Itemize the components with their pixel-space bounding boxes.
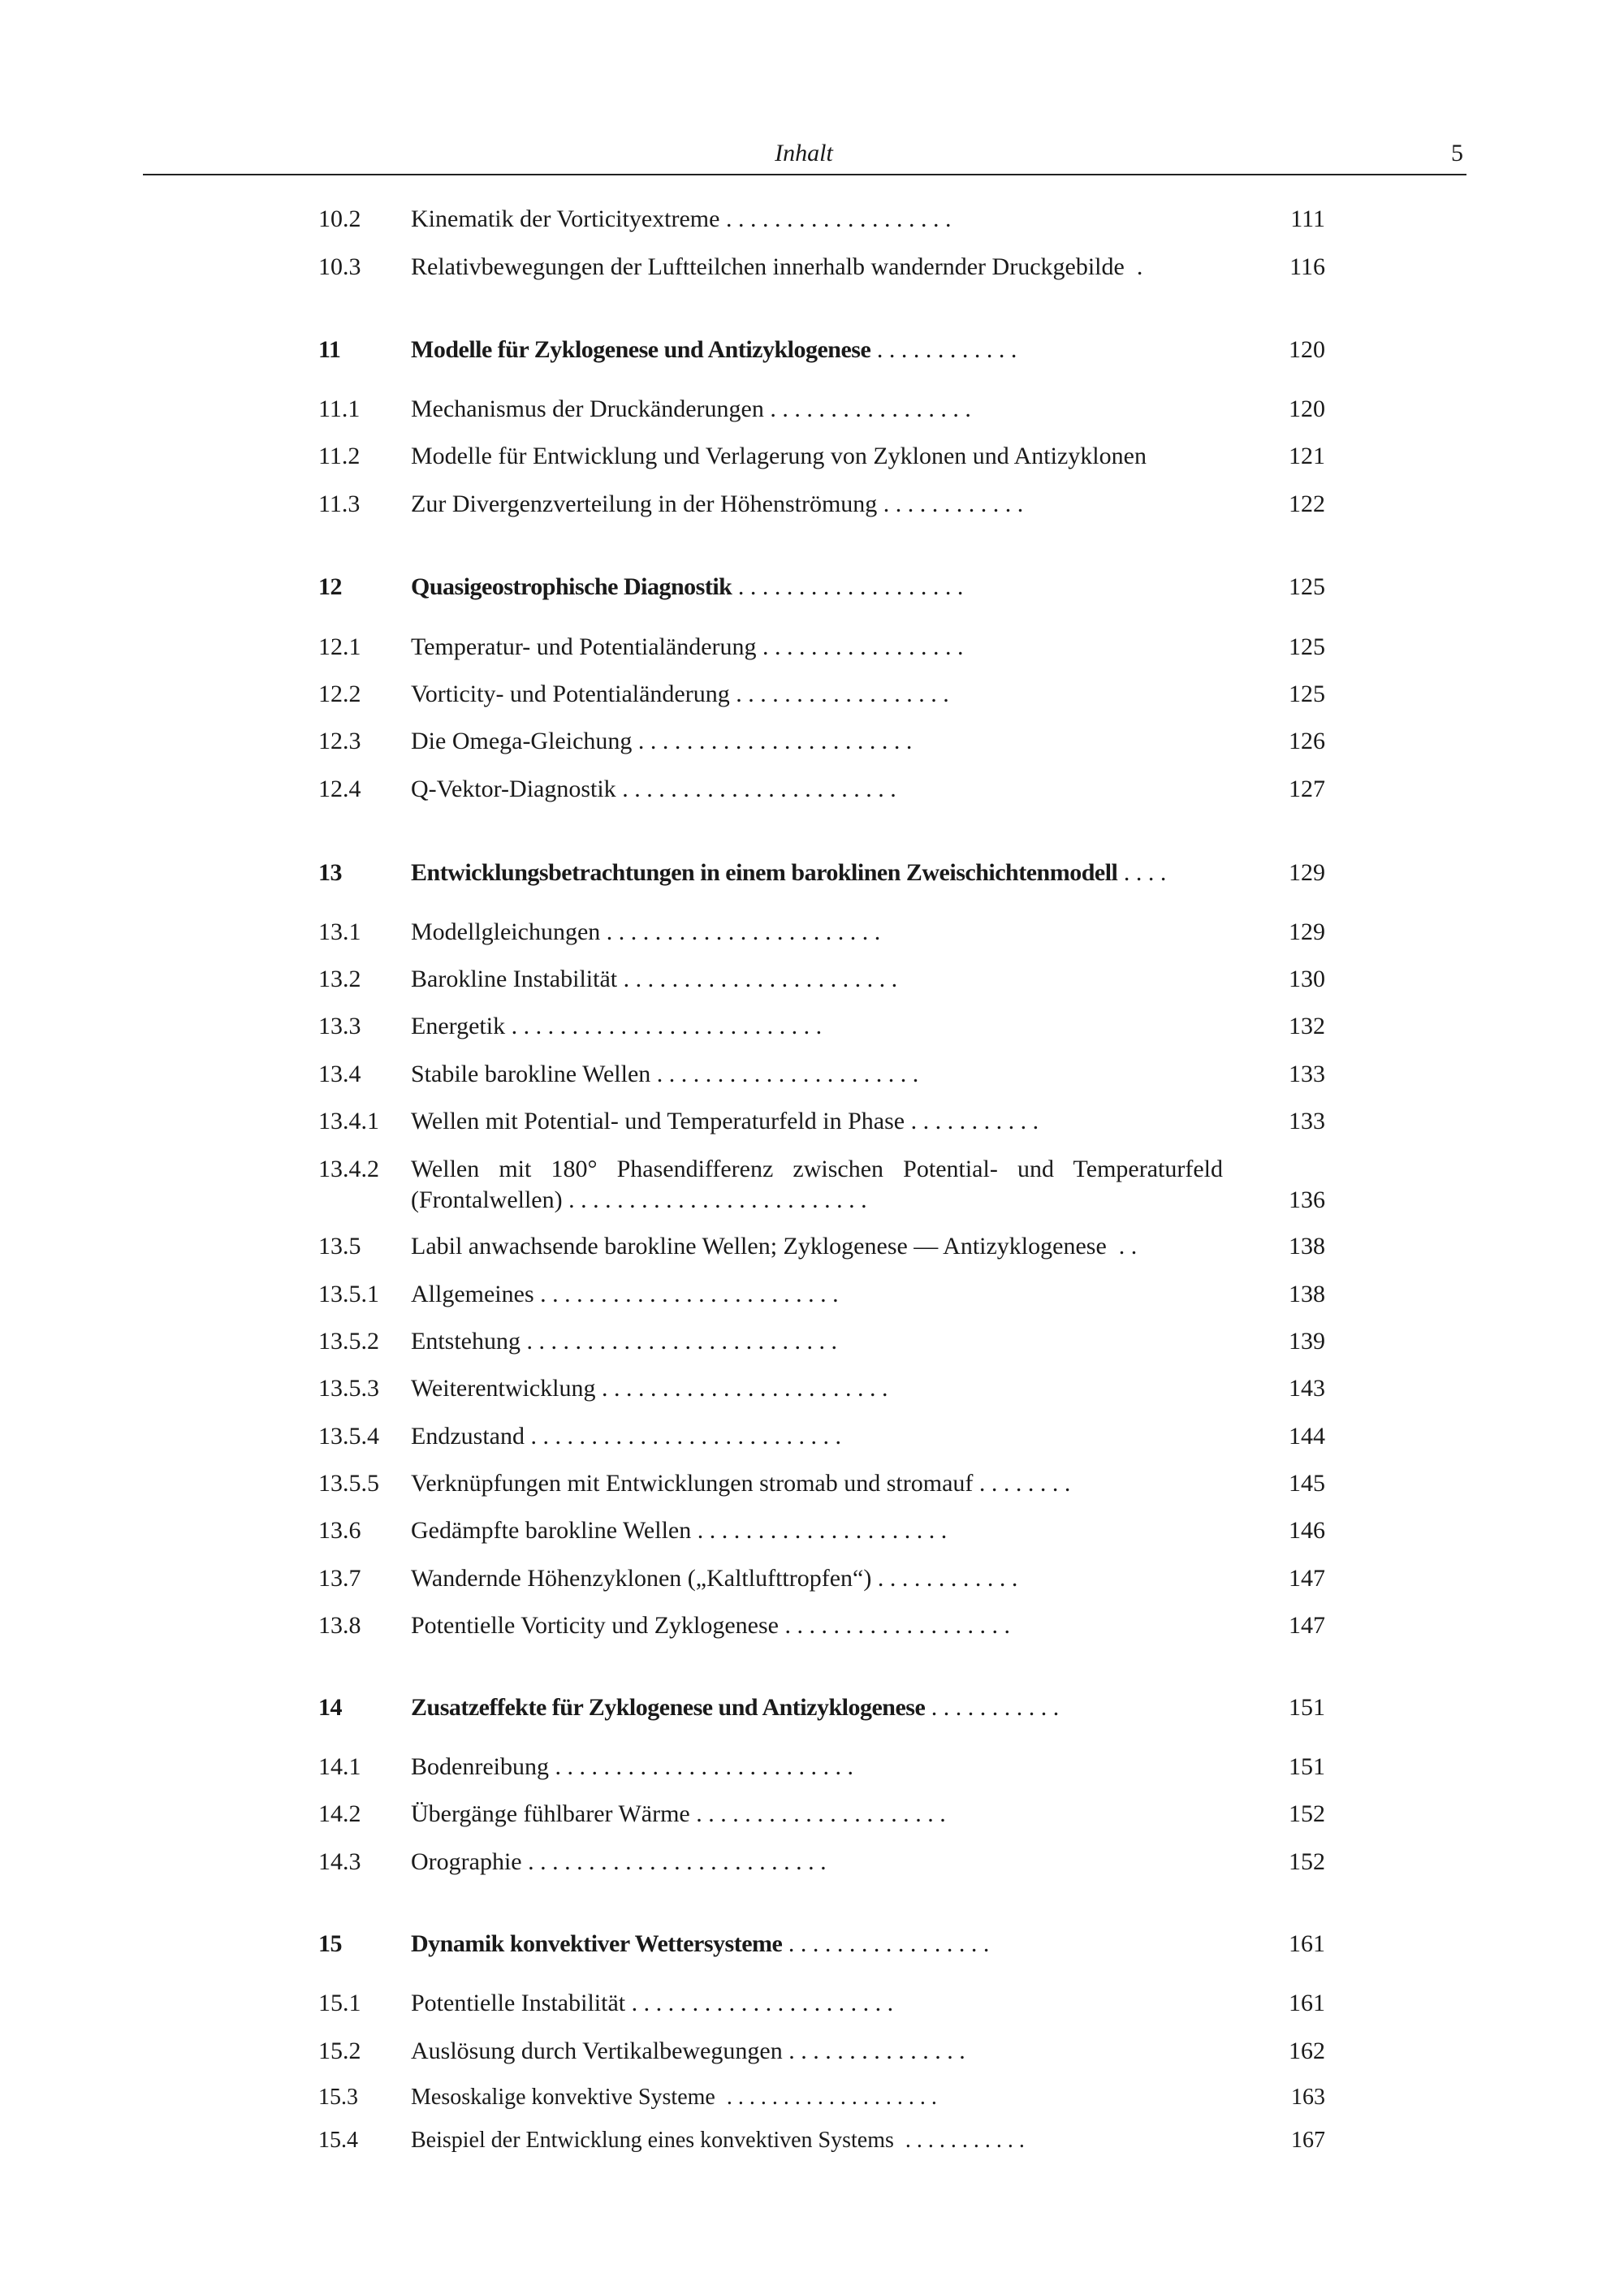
page-ref: 147 <box>1289 1565 1325 1592</box>
page-header <box>143 136 1465 175</box>
dot-leader: . . . . . . . . . . . . . . . . . . . . . . . <box>632 728 913 754</box>
section-title: Beispiel der Entwicklung eines konvektiven Systems <box>411 2128 894 2153</box>
toc-entry <box>318 1279 1325 1310</box>
toc-entry <box>318 917 1325 948</box>
section-title: Vorticity- und Potentialänderung <box>411 681 730 707</box>
page-ref: 122 <box>1289 490 1325 517</box>
page-ref: 138 <box>1289 1233 1325 1260</box>
toc-entry <box>318 204 1325 235</box>
toc-entry <box>318 964 1325 995</box>
section-number: 11.3 <box>318 490 361 517</box>
section-title: Potentielle Instabilität <box>411 1990 626 2016</box>
section-number: 15.3 <box>318 2085 358 2110</box>
section-title: Übergänge fühlbarer Wärme <box>411 1800 690 1827</box>
toc-entry <box>318 774 1325 805</box>
page-ref: 132 <box>1289 1013 1325 1039</box>
page-ref: 139 <box>1289 1328 1325 1355</box>
toc-entry <box>318 1421 1325 1452</box>
dot-leader: . . . . . . . . . . . . . . . . . . . . . . . . <box>595 1375 888 1402</box>
toc-entry <box>318 726 1325 757</box>
toc-entry <box>318 252 1325 283</box>
section-title: Bodenreibung <box>411 1753 549 1780</box>
chapter-title: Modelle für Zyklogenese und Antizyklogenese <box>411 336 871 363</box>
section-title: Barokline Instabilität <box>411 966 618 992</box>
section-title: Modelle für Entwicklung und Verlagerung von Zyklonen und Antizyklonen <box>411 443 1147 469</box>
section-title: Mesoskalige konvektive Systeme <box>411 2085 715 2110</box>
section-title: Allgemeines <box>411 1281 534 1307</box>
dot-leader: . . . . . . . . . . . . . . . . . . . . . . <box>625 1990 894 2016</box>
section-number: 13.7 <box>318 1565 361 1592</box>
section-number: 11.1 <box>318 395 361 422</box>
section-title: Orographie <box>411 1848 522 1875</box>
page-ref: 111 <box>1290 205 1325 232</box>
dot-leader: . . . . . . . . . . . . . . . . . . . . . . . . . <box>521 1848 827 1875</box>
page-ref: 120 <box>1289 395 1325 422</box>
section-title: Relativbewegungen der Luftteilchen innerhalb wandernder Druckgebilde <box>411 253 1125 280</box>
section-number: 13.8 <box>318 1612 361 1639</box>
page-ref: 163 <box>1291 2085 1325 2110</box>
section-title: Wandernde Höhenzyklonen („Kaltlufttropfen“) <box>411 1565 872 1592</box>
toc-entry <box>318 1059 1325 1090</box>
dot-leader: . . . . . . . . . . . . . . . . . . . <box>779 1612 1010 1639</box>
page-ref: 151 <box>1289 1753 1325 1780</box>
toc-entry <box>318 1373 1325 1404</box>
toc-entry <box>318 1154 1325 1216</box>
header-rule <box>143 174 1466 175</box>
chapter-number: 14 <box>318 1694 342 1721</box>
dot-leader: . . . . . . . . . . . . . . . . . . . . . . . <box>617 966 898 992</box>
chapter-title: Quasigeostrophische Diagnostik <box>411 573 732 600</box>
section-number: 13.5.3 <box>318 1375 379 1402</box>
section-number: 15.4 <box>318 2128 358 2153</box>
page-ref: 126 <box>1289 728 1325 754</box>
dot-leader: . . . . . . . . . . . . . . . . . . . . . . . <box>615 776 896 802</box>
section-title: Auslösung durch Vertikalbewegungen <box>411 2038 783 2064</box>
dot-leader: . . . . . . . . . . . . . . . . . . . . . . . . . <box>533 1281 839 1307</box>
toc-entry <box>318 1106 1325 1137</box>
section-number: 13.5.2 <box>318 1328 379 1355</box>
section-number: 14.1 <box>318 1753 361 1780</box>
dot-leader: . . . . . . . . . . . . . . . . . <box>782 1930 990 1957</box>
toc-chapter <box>318 335 1325 365</box>
section-title: Kinematik der Vorticityextreme <box>411 205 720 232</box>
page-ref: 136 <box>1289 1186 1325 1213</box>
page-ref: 133 <box>1289 1061 1325 1087</box>
section-title-continued: (Frontalwellen) <box>411 1186 563 1213</box>
dot-leader: . . . . . . . . . . . <box>905 1108 1039 1134</box>
section-number: 12.3 <box>318 728 361 754</box>
toc-entry <box>318 1988 1325 2019</box>
dot-leader: . . . . . . . . . . . . <box>870 336 1017 363</box>
section-title: Modellgleichungen <box>411 918 601 945</box>
section-number: 12.4 <box>318 776 361 802</box>
section-number: 14.2 <box>318 1800 361 1827</box>
section-number: 13.5.1 <box>318 1281 379 1307</box>
page-number: 5 <box>1451 140 1463 166</box>
section-number: 10.3 <box>318 253 361 280</box>
section-number: 15.1 <box>318 1990 361 2016</box>
section-number: 15.2 <box>318 2038 361 2064</box>
toc-chapter <box>318 1929 1325 1960</box>
toc-entry <box>318 1515 1325 1546</box>
page-ref: 120 <box>1289 336 1325 363</box>
chapter-number: 11 <box>318 336 341 363</box>
dot-leader: . . . . . . . . . . . . <box>871 1565 1018 1592</box>
section-title: Energetik <box>411 1013 506 1039</box>
toc-entry <box>318 394 1325 425</box>
toc-entry <box>318 441 1325 472</box>
toc-chapter <box>318 572 1325 603</box>
section-title: Die Omega-Gleichung <box>411 728 633 754</box>
chapter-title: Zusatzeffekte für Zyklogenese und Antizyklogenese <box>411 1694 926 1721</box>
section-number: 10.2 <box>318 205 361 232</box>
dot-leader: . . . . . . . . . . . <box>893 2128 1025 2153</box>
dot-leader: . . . . . . . . . . . . . . . . . . . . . . . . . . <box>524 1423 841 1450</box>
dot-leader: . . . . . . . . . . . . . . . . . . . . . <box>689 1800 946 1827</box>
page-ref: 167 <box>1291 2128 1325 2153</box>
toc-entry <box>318 1231 1325 1262</box>
dot-leader: . . . . . . . . . . . . . . . <box>782 2038 965 2064</box>
section-number: 13.5 <box>318 1233 361 1260</box>
section-number: 13.4.2 <box>318 1156 379 1182</box>
dot-leader: . . . . . . . . . . . . . . . . . . <box>729 681 949 707</box>
toc-entry <box>318 632 1325 663</box>
page-ref: 138 <box>1289 1281 1325 1307</box>
toc-chapter <box>318 1692 1325 1723</box>
page-ref: 162 <box>1289 2038 1325 2064</box>
toc-entry <box>318 1326 1325 1357</box>
section-number: 13.3 <box>318 1013 361 1039</box>
dot-leader: . . . . . . . . . . . <box>925 1694 1060 1721</box>
dot-leader: . . . . . . . . . . . . . . . . . . . . . . . . . <box>548 1753 853 1780</box>
page-ref: 151 <box>1289 1694 1325 1721</box>
section-number: 13.4 <box>318 1061 361 1087</box>
dot-leader: . . <box>1106 1233 1138 1260</box>
section-title: Mechanismus der Druckänderungen <box>411 395 764 422</box>
page-ref: 161 <box>1289 1990 1325 2016</box>
chapter-number: 13 <box>318 859 342 886</box>
toc-entry <box>318 1752 1325 1783</box>
page-ref: 130 <box>1289 966 1325 992</box>
section-number: 13.5.4 <box>318 1423 379 1450</box>
dot-leader: . . . . . . . . . . . . . . . . . . . . . . . . . . <box>520 1328 837 1355</box>
dot-leader: . . . . <box>1117 859 1167 886</box>
chapter-title: Entwicklungsbetrachtungen in einem baroklinen Zweischichtenmodell <box>411 859 1118 886</box>
section-number: 13.1 <box>318 918 361 945</box>
dot-leader: . . . . . . . . . . . . . . . . . . . . . . . <box>600 918 881 945</box>
section-title: Stabile barokline Wellen <box>411 1061 651 1087</box>
chapter-number: 15 <box>318 1930 342 1957</box>
page-ref: 129 <box>1289 859 1325 886</box>
page-ref: 121 <box>1289 443 1325 469</box>
toc-entry <box>318 1468 1325 1499</box>
page-ref: 161 <box>1289 1930 1325 1957</box>
section-number: 13.2 <box>318 966 361 992</box>
dot-leader: . . . . . . . . . . . . . . . . . <box>756 633 964 660</box>
page-ref: 147 <box>1289 1612 1325 1639</box>
dot-leader: . . . . . . . . . . . . . . . . . . . <box>715 2085 937 2110</box>
page-ref: 129 <box>1289 918 1325 945</box>
section-title: Gedämpfte barokline Wellen <box>411 1517 692 1544</box>
section-title: Wellen mit Potential- und Temperaturfeld in Phase <box>411 1108 905 1134</box>
section-number: 13.4.1 <box>318 1108 379 1134</box>
toc-entry <box>318 1799 1325 1830</box>
chapter-title: Dynamik konvektiver Wettersysteme <box>411 1930 783 1957</box>
section-title: Temperatur- und Potentialänderung <box>411 633 757 660</box>
page-ref: 146 <box>1289 1517 1325 1544</box>
page-ref: 143 <box>1289 1375 1325 1402</box>
section-number: 13.6 <box>318 1517 361 1544</box>
dot-leader: . . . . . . . . <box>973 1470 1071 1497</box>
page-ref: 152 <box>1289 1848 1325 1875</box>
chapter-number: 12 <box>318 573 342 600</box>
section-title: Q-Vektor-Diagnostik <box>411 776 616 802</box>
page-ref: 125 <box>1289 573 1325 600</box>
dot-leader: . . . . . . . . . . . . <box>877 490 1024 517</box>
dot-leader: . . . . . . . . . . . . . . . . . . . <box>732 573 964 600</box>
section-title: Labil anwachsende barokline Wellen; Zyklogenese — Antizyklogenese <box>411 1233 1107 1260</box>
dot-leader: . . . . . . . . . . . . . . . . . . . . . . . . . <box>562 1186 867 1213</box>
dot-leader: . . . . . . . . . . . . . . . . . . . . . <box>691 1517 948 1544</box>
section-number: 12.1 <box>318 633 361 660</box>
toc-entry <box>318 1610 1325 1641</box>
section-number: 14.3 <box>318 1848 361 1875</box>
dot-leader: . . . . . . . . . . . . . . . . . . . . . . <box>650 1061 919 1087</box>
section-title: Potentielle Vorticity und Zyklogenese <box>411 1612 779 1639</box>
page-ref: 125 <box>1289 681 1325 707</box>
page-ref: 127 <box>1289 776 1325 802</box>
toc-entry <box>318 1563 1325 1594</box>
page-ref: 144 <box>1289 1423 1325 1450</box>
section-number: 11.2 <box>318 443 361 469</box>
toc-entry <box>318 2036 1325 2067</box>
page-ref: 133 <box>1289 1108 1325 1134</box>
toc-chapter <box>318 858 1325 888</box>
toc-entry <box>318 679 1325 710</box>
section-number: 12.2 <box>318 681 361 707</box>
toc-entry <box>318 1847 1325 1878</box>
page-ref: 116 <box>1289 253 1325 280</box>
page-ref: 152 <box>1289 1800 1325 1827</box>
toc-entry <box>318 1011 1325 1042</box>
section-title: Endzustand <box>411 1423 525 1450</box>
section-title: Verknüpfungen mit Entwicklungen stromab und stromauf <box>411 1470 974 1497</box>
dot-leader: . . . . . . . . . . . . . . . . . . . <box>719 205 952 232</box>
page-ref: 145 <box>1289 1470 1325 1497</box>
page-ref: 125 <box>1289 633 1325 660</box>
running-title: Inhalt <box>775 140 833 166</box>
section-title: Entstehung <box>411 1328 520 1355</box>
toc-entry <box>318 489 1325 520</box>
dot-leader: . . . . . . . . . . . . . . . . . <box>763 395 971 422</box>
section-title: Weiterentwicklung <box>411 1375 596 1402</box>
section-title: Wellen mit 180° Phasendifferenz zwischen Potential- und Temperaturfeld <box>411 1156 1223 1182</box>
toc-entry <box>318 2125 1325 2156</box>
section-title: Zur Divergenzverteilung in der Höhenströmung <box>411 490 878 517</box>
section-number: 13.5.5 <box>318 1470 379 1497</box>
dot-leader: . <box>1124 253 1143 280</box>
toc-entry <box>318 2082 1325 2113</box>
dot-leader: . . . . . . . . . . . . . . . . . . . . . . . . . . <box>505 1013 823 1039</box>
